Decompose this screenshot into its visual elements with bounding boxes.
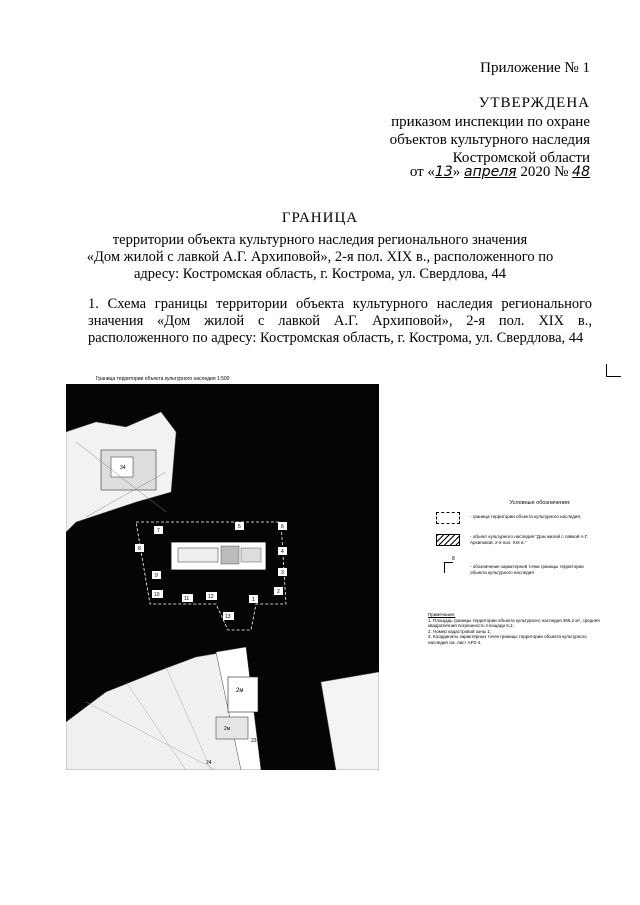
legend-item-object: - объект культурного наследия "Дом жилой с лавкой А.Г. Архиповой, 2-я пол. XIX в." bbox=[470, 534, 589, 545]
order-day: 13 bbox=[434, 164, 453, 180]
subtitle-line-3: адресу: Костромская область, г. Кострома, ул. Свердлова, 44 bbox=[133, 266, 507, 282]
map-building-2m-label: 2м bbox=[236, 688, 244, 694]
map-header: Граница территории объекта культурного наследия 1:500 bbox=[96, 376, 230, 382]
point-2: 2 bbox=[277, 589, 280, 595]
map-notes bbox=[428, 612, 606, 645]
map-legend bbox=[430, 500, 610, 575]
note-3: 3. Координаты характерных точек границы территории объекта культурного наследия см. лист АР2-4. bbox=[428, 634, 587, 645]
point-11: 11 bbox=[184, 596, 190, 602]
notes-title: Примечание: bbox=[428, 612, 456, 617]
legend-object-symbol bbox=[436, 534, 460, 546]
point-3: 3 bbox=[281, 570, 284, 576]
point-13: 13 bbox=[225, 614, 231, 620]
order-date-line bbox=[360, 164, 590, 181]
point-6: 6 bbox=[281, 524, 284, 530]
order-month: апреля bbox=[464, 164, 517, 180]
legend-point-symbol bbox=[444, 562, 453, 573]
boundary-map bbox=[66, 372, 379, 770]
approved-heading: УТВЕРЖДЕНА bbox=[478, 95, 590, 111]
document-title: ГРАНИЦА bbox=[281, 210, 359, 226]
order-prefix: от « bbox=[409, 164, 435, 180]
map-building-2mz-label: 2м bbox=[224, 726, 231, 732]
point-9: 9 bbox=[155, 573, 158, 579]
map-building-top-label: 34 bbox=[120, 465, 126, 471]
legend-boundary-symbol bbox=[436, 512, 460, 524]
section-1-paragraph: 1. Схема границы территории объекта культурного наследия регионального значения «Дом жилой с лавкой А.Г. Архиповой», 2-я пол. XIX в., расположенного по адресу: Костромская область, г. Кострома, ул. Свердлова, 44 bbox=[88, 296, 592, 346]
point-10: 10 bbox=[154, 592, 160, 598]
map-label-23: 23 bbox=[251, 738, 257, 744]
order-mid: » bbox=[452, 164, 461, 180]
point-12: 12 bbox=[208, 594, 214, 600]
approval-line-3: Костромской области bbox=[452, 150, 590, 166]
point-5: 5 bbox=[238, 524, 241, 530]
point-1: 1 bbox=[252, 597, 255, 603]
order-year: 2020 № bbox=[520, 164, 569, 180]
legend-point-number: 8 bbox=[452, 556, 455, 562]
note-2: 2. Номер кадастровой зоны 1; bbox=[428, 628, 491, 634]
legend-item-point: - обозначение характерной точки границы территории объекта культурного наследия bbox=[470, 564, 584, 575]
subtitle-line-1: территории объекта культурного наследия регионального значения bbox=[112, 232, 528, 248]
point-4: 4 bbox=[281, 549, 284, 555]
corner-mark bbox=[606, 364, 621, 377]
legend-title: Условные обозначения: bbox=[509, 500, 571, 506]
approval-line-2: объектов культурного наследия bbox=[389, 132, 590, 148]
annex-number: Приложение № 1 bbox=[480, 60, 590, 76]
point-7: 7 bbox=[157, 528, 160, 534]
note-1: 1. Площадь границы территории объекта культурного наследия 366,2 м², средняя квадратичная погрешность площади 6,1; bbox=[428, 617, 600, 628]
approval-line-1: приказом инспекции по охране bbox=[391, 114, 590, 130]
map-svg bbox=[66, 372, 379, 770]
point-8: 8 bbox=[138, 546, 141, 552]
legend-item-boundary: - граница территории объекта культурного наследия; bbox=[470, 514, 582, 519]
map-label-24: 24 bbox=[206, 760, 212, 766]
order-number: 48 bbox=[572, 164, 590, 180]
map-parcel-label: 22 bbox=[251, 670, 257, 676]
subtitle-line-2: «Дом жилой с лавкой А.Г. Архиповой», 2-я пол. XIX в., расположенного по bbox=[86, 249, 554, 265]
